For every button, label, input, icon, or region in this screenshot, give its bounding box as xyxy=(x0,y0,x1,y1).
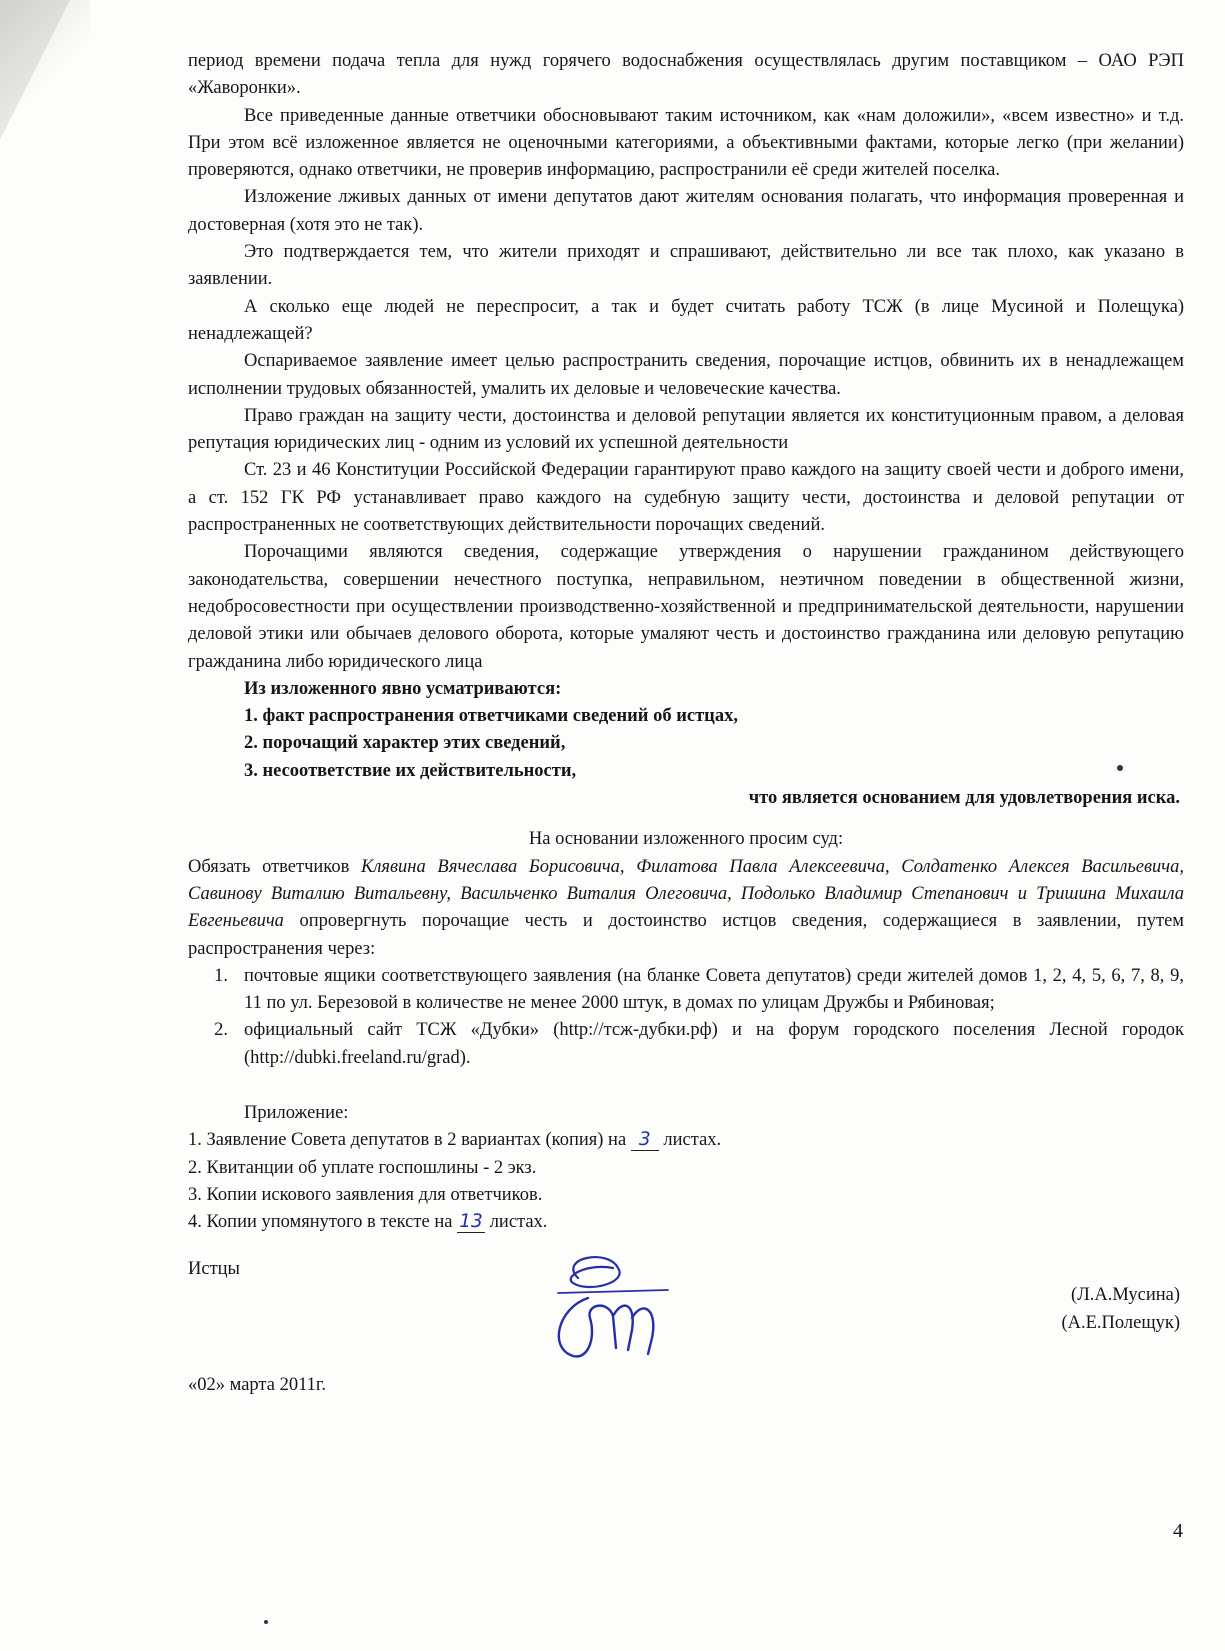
plaintiff-name-2: (А.Е.Полещук) xyxy=(1061,1312,1180,1333)
handwritten-page-count: 3 xyxy=(631,1130,659,1151)
finding-2: 2. порочащий характер этих сведений, xyxy=(244,733,566,754)
attachment-2: 2. Квитанции об уплате госпошлины - 2 экз. xyxy=(188,1157,537,1178)
request-item-text: почтовые ящики соответствующего заявления (на бланке Совета депутатов) среди жителей домов 1, 2, 4, 5, 6, 7, 8, 9, 11 по ул. Березовой в количестве не менее 2000 штук, в домах по улицам Дружбы и Рябиновая; xyxy=(244,965,1184,1014)
request-item-number: 2. xyxy=(214,1020,228,1041)
attachment-1-suffix: листах. xyxy=(663,1130,722,1151)
handwritten-signature xyxy=(518,1238,698,1368)
attachment-1-text: 1. Заявление Совета депутатов в 2 вариантах (копия) на xyxy=(188,1130,627,1151)
request-item-text: официальный сайт ТСЖ «Дубки» (http://тсж-дубки.рф) и на форум городского поселения Лесной городок (http://dubki.freeland.ru/grad). xyxy=(244,1020,1184,1068)
handwritten-page-count: 13 xyxy=(457,1212,485,1233)
findings-conclusion: что является основанием для удовлетворения иска. xyxy=(748,788,1180,809)
attachment-1 xyxy=(188,1127,1184,1154)
document-body xyxy=(188,48,1184,1400)
paragraph-1: период времени подача тепла для нужд горячего водоснабжения осуществлялась другим поставщиком – ОАО РЭП «Жаворонки». xyxy=(188,51,1184,99)
paragraph-7: Право граждан на защиту чести, достоинства и деловой репутации является их конституционным правом, а деловая репутация юридических лиц - одним из условий их успешной деятельности xyxy=(188,405,1184,454)
paragraph-3: Изложение лживых данных от имени депутатов дают жителям основания полагать, что информация проверенная и достоверная (хотя это не так). xyxy=(188,187,1184,235)
request-intro: На основании изложенного просим суд: xyxy=(528,829,844,850)
paragraph-6: Оспариваемое заявление имеет целью распространить сведения, порочащие истцов, обвинить их в ненадлежащем исполнении трудовых обязанностей, умалить их деловые и человеческие качества. xyxy=(188,351,1184,399)
plaintiff-names xyxy=(1061,1282,1180,1337)
paragraph-8: Ст. 23 и 46 Конституции Российской Федерации гарантируют право каждого на защиту своей чести и доброго имени, а ст. 152 ГК РФ устанавливает право каждого на судебную защиту чести, достоинства и деловой репутации от распространенных не соответствующих действительности порочащих сведений. xyxy=(188,460,1184,536)
signature-block xyxy=(188,1256,1184,1366)
plaintiffs-label: Истцы xyxy=(188,1259,240,1280)
attachment-4 xyxy=(188,1209,1184,1236)
page-number: 4 xyxy=(1173,1520,1183,1542)
finding-3: 3. несоответствие их действительности, xyxy=(244,760,577,781)
attachment-3: 3. Копии искового заявления для ответчиков. xyxy=(188,1184,543,1205)
findings-title: Из изложенного явно усматриваются: xyxy=(244,678,562,699)
paragraph-2: Все приведенные данные ответчики обосновывают таким источником, как «нам доложили», «всем известно» и т.д. При этом всё изложенное является не оценочными категориями, а объективными фактами, которые легко (при желании) проверяются, однако ответчики, не проверив информацию, распространили её среди жителей поселка. xyxy=(188,105,1184,181)
obligate-suffix: опровергнуть порочащие честь и достоинство истцов сведения, содержащиеся в заявлении, путем распространения через: xyxy=(188,911,1184,959)
fold-shadow xyxy=(0,0,90,150)
plaintiff-name-1: (Л.А.Мусина) xyxy=(1071,1285,1180,1306)
attachments-title: Приложение: xyxy=(244,1102,349,1123)
ink-spot xyxy=(1117,765,1123,771)
attachment-4-text: 4. Копии упомянутого в тексте на xyxy=(188,1212,453,1233)
request-obligation xyxy=(188,854,1184,963)
document-date: «02» марта 2011г. xyxy=(188,1375,327,1396)
finding-1: 1. факт распространения ответчиками сведений об истцах, xyxy=(244,706,738,727)
request-item-2 xyxy=(188,1017,1184,1072)
request-item-number: 1. xyxy=(214,965,228,986)
request-item-1 xyxy=(188,963,1184,1018)
obligate-prefix: Обязать ответчиков xyxy=(188,856,350,877)
paragraph-9: Порочащими являются сведения, содержащие утверждения о нарушении гражданином действующего законодательства, совершении нечестного поступка, неправильном, неэтичном поведении в общественной жизни, недобросовестности при осуществлении производственно-хозяйственной и предпринимательской деятельности, нарушении деловой этики или обычаев делового оборота, которые умаляют честь и достоинство гражданина или деловую репутацию гражданина либо юридического лица xyxy=(188,542,1184,672)
paragraph-4: Это подтверждается тем, что жители приходят и спрашивают, действительно ли все так плохо, как указано в заявлении. xyxy=(188,242,1184,290)
defendants-list: Клявина Вячеслава Борисовича, Филатова Павла Алексеевича, Солдатенко Алексея Васильевича, Савинову Виталию Витальевну, Васильченко Виталия Олеговича, Подолько Владимир Степанович и Тришина Михаила Евгеньевича xyxy=(188,856,1184,932)
attachment-4-suffix: листах. xyxy=(489,1212,548,1233)
paragraph-5: А сколько еще людей не переспросит, а так и будет считать работу ТСЖ (в лице Мусиной и Полещука) ненадлежащей? xyxy=(188,296,1184,344)
ink-spot xyxy=(264,1620,268,1624)
